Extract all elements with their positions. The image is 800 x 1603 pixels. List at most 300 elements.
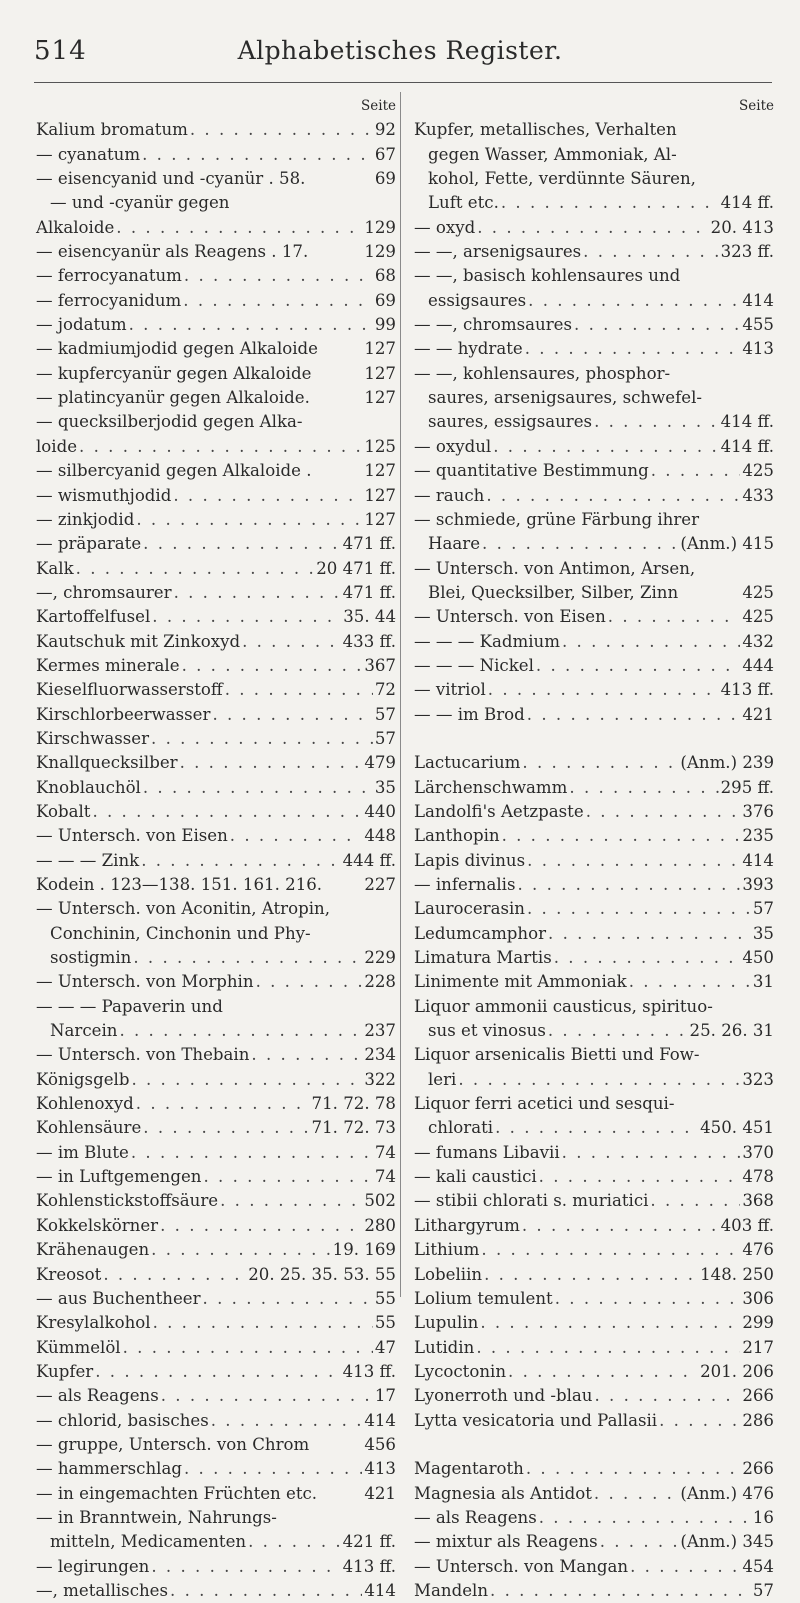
index-entry xyxy=(36,484,396,508)
entry-term: Kautschuk mit Zinkoxyd xyxy=(36,631,241,651)
leader-dots xyxy=(180,751,363,775)
entry-page: 413 xyxy=(742,339,774,359)
leader-dots xyxy=(184,1457,362,1481)
index-entry xyxy=(36,849,396,873)
index-entry xyxy=(414,849,774,873)
entry-term: Lytta vesicatoria und Pallasii xyxy=(414,1410,658,1430)
entry-page: 368 xyxy=(742,1191,774,1211)
index-entry xyxy=(36,703,396,727)
entry-page: 502 xyxy=(364,1191,396,1211)
entry-term: Lobeliin xyxy=(414,1264,483,1284)
entry-term: — legirungen xyxy=(36,1556,150,1576)
index-entry xyxy=(36,1530,396,1554)
index-entry xyxy=(36,1043,396,1067)
entry-term: — — — Kadmium xyxy=(414,631,560,651)
entry-term: — schmiede, grüne Färbung ihrer xyxy=(414,509,700,529)
leader-dots xyxy=(142,143,373,167)
section-gap xyxy=(414,727,774,751)
leader-dots xyxy=(650,1189,740,1213)
entry-term: — platincyanür gegen Alkaloide. xyxy=(36,388,310,408)
index-entry xyxy=(36,1457,396,1481)
leader-dots xyxy=(242,630,341,654)
entry-page: 127 xyxy=(364,461,396,481)
index-entry xyxy=(414,118,774,142)
entry-page: 478 xyxy=(742,1167,774,1187)
index-entry xyxy=(36,1092,396,1116)
entry-page: 127 xyxy=(364,363,396,383)
column-divider xyxy=(400,92,401,1297)
leader-dots xyxy=(95,1360,340,1384)
index-entry xyxy=(414,654,774,678)
index-entry xyxy=(414,995,774,1019)
leader-dots xyxy=(173,484,362,508)
entry-page: 433 xyxy=(742,485,774,505)
entry-page: 148. 250 xyxy=(700,1264,774,1284)
entry-page: 227 xyxy=(364,875,396,894)
leader-dots xyxy=(574,313,740,337)
entry-term: Lapis divinus xyxy=(414,850,526,870)
entry-term: Lycoctonin xyxy=(414,1361,507,1381)
seite-heading xyxy=(36,94,396,118)
entry-page: 323 xyxy=(742,1069,774,1089)
leader-dots xyxy=(151,1555,340,1579)
entry-page: 440 xyxy=(364,801,396,821)
entry-page: 421 xyxy=(742,704,774,724)
index-entry xyxy=(414,630,774,654)
index-entry xyxy=(414,1165,774,1189)
entry-page: 127 xyxy=(364,509,396,529)
leader-dots xyxy=(569,776,718,800)
index-entry xyxy=(36,1019,396,1043)
leader-dots xyxy=(76,557,315,581)
entry-term: Kupfer, metallisches, Verhalten xyxy=(414,120,677,140)
index-entry xyxy=(36,557,396,581)
entry-term: — oxyd xyxy=(414,217,476,237)
entry-term: — quecksilberjodid gegen Alka- xyxy=(36,412,303,432)
entry-term: — rauch xyxy=(414,485,485,505)
seite-label: Seite xyxy=(361,98,396,114)
entry-page: 444 ff. xyxy=(342,850,396,870)
index-entry xyxy=(414,1043,774,1067)
entry-page: (Anm.) 239 xyxy=(680,753,774,773)
entry-term: — zinkjodid xyxy=(36,509,135,529)
entry-page: 421 ff. xyxy=(342,1532,396,1552)
entry-page: 57 xyxy=(752,1580,774,1600)
entry-term: — Untersch. von Eisen xyxy=(414,607,606,627)
leader-dots xyxy=(527,703,741,727)
leader-dots xyxy=(659,1409,740,1433)
entry-term: Lanthopin xyxy=(414,826,500,846)
index-entry xyxy=(414,289,774,313)
leader-dots xyxy=(123,1336,373,1360)
entry-page: 57 xyxy=(374,728,396,748)
entry-term: sostigmin xyxy=(50,948,132,968)
index-entry xyxy=(414,264,774,288)
index-entry xyxy=(36,727,396,751)
entry-page: 57 xyxy=(752,899,774,919)
leader-dots xyxy=(562,630,740,654)
entry-term: Alkaloide xyxy=(36,217,115,237)
index-entry xyxy=(36,581,396,605)
leader-dots xyxy=(586,800,741,824)
entry-term: loide xyxy=(36,436,78,456)
index-entry xyxy=(36,1433,396,1457)
entry-term: — —, kohlensaures, phosphor- xyxy=(414,363,671,383)
leader-dots xyxy=(526,1457,740,1481)
entry-page: 234 xyxy=(364,1045,396,1065)
entry-page: 71. 72. 78 xyxy=(311,1094,396,1114)
entry-page: 35 xyxy=(752,923,774,943)
entry-page: 72 xyxy=(374,680,396,700)
leader-dots xyxy=(539,1506,751,1530)
entry-page: 455 xyxy=(742,315,774,335)
leader-dots xyxy=(502,824,741,848)
entry-term: mitteln, Medicamenten xyxy=(50,1532,247,1552)
entry-page: 25. 26. 31 xyxy=(689,1021,774,1041)
index-entry xyxy=(414,532,774,556)
index-entry xyxy=(414,313,774,337)
leader-dots xyxy=(174,581,341,605)
index-entry xyxy=(36,118,396,142)
entry-page: 414 xyxy=(364,1410,396,1430)
leader-dots xyxy=(151,727,373,751)
leader-dots xyxy=(501,191,719,215)
entry-page: 57 xyxy=(374,704,396,724)
index-entry xyxy=(414,1068,774,1092)
entry-page: (Anm.) 345 xyxy=(680,1532,774,1552)
entry-term: — eisencyanid und -cyanür . 58. xyxy=(36,169,306,189)
index-entry xyxy=(36,1409,396,1433)
leader-dots xyxy=(522,751,678,775)
entry-term: Mandeln xyxy=(414,1580,489,1600)
entry-page: 414 ff. xyxy=(720,193,774,213)
entry-term: — ferrocyanidum xyxy=(36,290,182,310)
index-entry xyxy=(414,1482,774,1506)
index-entry xyxy=(414,1092,774,1116)
leader-dots xyxy=(79,435,362,459)
entry-page: 456 xyxy=(364,1434,396,1454)
entry-page: 306 xyxy=(742,1288,774,1308)
index-entry xyxy=(36,191,396,215)
index-entry xyxy=(36,1287,396,1311)
entry-term: — chlorid, basisches xyxy=(36,1410,209,1430)
entry-term: Kresylalkohol xyxy=(36,1313,151,1333)
entry-page: 229 xyxy=(364,948,396,968)
index-entry xyxy=(414,557,774,581)
entry-term: Kupfer xyxy=(36,1361,94,1381)
leader-dots xyxy=(203,1165,372,1189)
entry-page: 237 xyxy=(364,1021,396,1041)
leader-dots xyxy=(594,1482,679,1506)
entry-page: 68 xyxy=(374,266,396,286)
index-entry xyxy=(414,362,774,386)
index-entry xyxy=(414,751,774,775)
index-entry xyxy=(36,605,396,629)
entry-term: Knoblauchöl xyxy=(36,777,141,797)
index-entry xyxy=(36,313,396,337)
index-entry xyxy=(36,508,396,532)
index-entry xyxy=(36,995,396,1019)
index-entry xyxy=(414,824,774,848)
entry-page: 414 xyxy=(364,1580,396,1600)
entry-term: Kümmelöl xyxy=(36,1337,121,1357)
leader-dots xyxy=(143,776,373,800)
entry-page: 31 xyxy=(752,972,774,992)
index-entry xyxy=(414,1287,774,1311)
entry-term: Kreosot xyxy=(36,1264,102,1284)
leader-dots xyxy=(103,1263,246,1287)
entry-term: — cyanatum xyxy=(36,144,141,164)
entry-page: 20. 413 xyxy=(710,217,774,237)
index-entry xyxy=(414,1579,774,1603)
page-number: 514 xyxy=(34,36,87,66)
leader-dots xyxy=(527,897,751,921)
entry-page: 414 ff. xyxy=(720,436,774,456)
entry-term: — silbercyanid gegen Alkaloide . xyxy=(36,461,312,481)
entry-term: Kermes minerale xyxy=(36,655,180,675)
leader-dots xyxy=(225,678,373,702)
index-entry xyxy=(36,897,396,921)
entry-term: — vitriol xyxy=(414,680,486,700)
index-entry xyxy=(414,459,774,483)
leader-dots xyxy=(651,459,741,483)
index-entry xyxy=(414,1506,774,1530)
leader-dots xyxy=(203,1287,373,1311)
leader-dots xyxy=(583,240,718,264)
leader-dots xyxy=(170,1579,362,1603)
entry-term: — mixtur als Reagens xyxy=(414,1532,598,1552)
leader-dots xyxy=(490,1579,751,1603)
entry-term: Landolfi's Aetzpaste xyxy=(414,801,584,821)
index-entry xyxy=(36,824,396,848)
index-entry xyxy=(414,1019,774,1043)
leader-dots xyxy=(495,1116,698,1140)
entry-term: Kodein . 123—138. 151. 161. 216. xyxy=(36,875,323,894)
entry-page: 450. 451 xyxy=(700,1118,774,1138)
entry-term: — jodatum xyxy=(36,315,127,335)
index-entry xyxy=(36,1506,396,1530)
leader-dots xyxy=(184,264,373,288)
index-column-right xyxy=(414,94,774,1603)
leader-dots xyxy=(131,1068,362,1092)
index-entry xyxy=(414,435,774,459)
index-entry xyxy=(36,678,396,702)
entry-page: 19. 169 xyxy=(332,1240,396,1260)
entry-term: — aus Buchentheer xyxy=(36,1288,201,1308)
entry-page: 71. 72. 73 xyxy=(311,1118,396,1138)
leader-dots xyxy=(517,873,740,897)
entry-term: kohol, Fette, verdünnte Säuren, xyxy=(428,169,696,189)
entry-term: Kartoffelfusel xyxy=(36,607,151,627)
leader-dots xyxy=(143,532,340,556)
entry-term: chlorati xyxy=(428,1118,494,1138)
entry-term: Luft etc. xyxy=(428,193,499,213)
index-entry xyxy=(36,946,396,970)
index-entry xyxy=(36,1141,396,1165)
entry-page: 433 ff. xyxy=(342,631,396,651)
entry-page: 471 ff. xyxy=(342,534,396,554)
entry-page: 47 xyxy=(374,1337,396,1357)
entry-term: Liquor ferri acetici und sesqui- xyxy=(414,1094,675,1114)
index-entry xyxy=(414,1409,774,1433)
index-entry xyxy=(414,1263,774,1287)
leader-dots xyxy=(230,824,363,848)
index-entry xyxy=(414,143,774,167)
entry-term: — Untersch. von Mangan xyxy=(414,1556,629,1576)
leader-dots xyxy=(119,1019,362,1043)
entry-page: 413 ff. xyxy=(720,680,774,700)
entry-term: Haare xyxy=(428,534,481,554)
entry-term: gegen Wasser, Ammoniak, Al- xyxy=(428,144,677,164)
index-entry xyxy=(36,1311,396,1335)
entry-term: — —, chromsaures xyxy=(414,315,573,335)
entry-term: — — — Papaverin und xyxy=(36,996,223,1016)
entry-term: Laurocerasin xyxy=(414,899,525,919)
leader-dots xyxy=(562,1141,741,1165)
index-entry xyxy=(414,873,774,897)
entry-page: 370 xyxy=(742,1142,774,1162)
index-entry xyxy=(414,1189,774,1213)
index-entry xyxy=(414,776,774,800)
entry-page: 20. 25. 35. 53. 55 xyxy=(248,1264,396,1284)
leader-dots xyxy=(493,435,718,459)
leader-dots xyxy=(116,216,362,240)
entry-page: 129 xyxy=(364,217,396,237)
entry-page: 17 xyxy=(374,1386,396,1406)
leader-dots xyxy=(528,289,740,313)
leader-dots xyxy=(141,849,340,873)
entry-term: Lithargyrum xyxy=(414,1215,520,1235)
index-entry xyxy=(36,654,396,678)
leader-dots xyxy=(153,1311,373,1335)
index-entry xyxy=(414,484,774,508)
leader-dots xyxy=(92,800,362,824)
leader-dots xyxy=(212,703,372,727)
index-entry xyxy=(36,1214,396,1238)
entry-term: Krähenaugen xyxy=(36,1240,150,1260)
entry-term: saures, essigsaures xyxy=(428,412,593,432)
index-entry xyxy=(36,143,396,167)
entry-page: 74 xyxy=(374,1167,396,1187)
index-entry xyxy=(414,1214,774,1238)
entry-page: 476 xyxy=(742,1240,774,1260)
entry-page: 92 xyxy=(374,120,396,140)
entry-page: 479 xyxy=(364,753,396,773)
index-entry xyxy=(414,191,774,215)
index-entry xyxy=(36,1189,396,1213)
entry-term: Lupulin xyxy=(414,1313,479,1333)
leader-dots xyxy=(220,1189,362,1213)
entry-term: Lyonerroth und -blau xyxy=(414,1386,593,1406)
entry-page: 74 xyxy=(374,1142,396,1162)
entry-term: — —, basisch kohlensaures und xyxy=(414,266,681,286)
entry-term: — in Branntwein, Nahrungs- xyxy=(36,1507,277,1527)
entry-term: Blei, Quecksilber, Silber, Zinn xyxy=(428,582,679,602)
entry-term: — Untersch. von Antimon, Arsen, xyxy=(414,558,696,578)
entry-page: 450 xyxy=(742,948,774,968)
entry-term: essigsaures xyxy=(428,290,527,310)
entry-page: 376 xyxy=(742,801,774,821)
entry-page: 295 ff. xyxy=(720,777,774,797)
index-entry xyxy=(36,216,396,240)
entry-term: — infernalis xyxy=(414,875,516,894)
entry-term: Kalium bromatum xyxy=(36,120,188,140)
entry-term: Lithium xyxy=(414,1240,480,1260)
index-entry xyxy=(414,800,774,824)
leader-dots xyxy=(183,289,373,313)
leader-dots xyxy=(555,1287,741,1311)
entry-term: Narcein xyxy=(50,1021,118,1041)
seite-label: Seite xyxy=(739,98,774,114)
entry-term: — quantitative Bestimmung xyxy=(414,461,649,481)
index-entry xyxy=(414,1311,774,1335)
header-rule xyxy=(34,82,772,83)
index-entry xyxy=(414,1141,774,1165)
entry-term: — Untersch. von Eisen xyxy=(36,826,228,846)
entry-page: 413 ff. xyxy=(342,1361,396,1381)
index-entry xyxy=(414,216,774,240)
entry-page: 127 xyxy=(364,339,396,359)
leader-dots xyxy=(131,1141,373,1165)
index-entry xyxy=(414,240,774,264)
leader-dots xyxy=(554,946,741,970)
entry-term: — Untersch. von Morphin xyxy=(36,972,254,992)
entry-term: — als Reagens xyxy=(36,1386,159,1406)
leader-dots xyxy=(161,1384,373,1408)
entry-term: — wismuthjodid xyxy=(36,485,172,505)
entry-term: — fumans Libavii xyxy=(414,1142,560,1162)
entry-term: Lärchenschwamm xyxy=(414,777,568,797)
index-entry xyxy=(414,1384,774,1408)
index-entry xyxy=(414,678,774,702)
entry-page: (Anm.) 415 xyxy=(680,534,774,554)
entry-term: Kohlenoxyd xyxy=(36,1094,134,1114)
entry-term: Conchinin, Cinchonin und Phy- xyxy=(50,923,311,943)
entry-page: 35. 44 xyxy=(343,607,396,627)
entry-term: — ferrocyanatum xyxy=(36,266,182,286)
index-entry xyxy=(36,410,396,434)
index-entry xyxy=(36,970,396,994)
entry-term: — als Reagens xyxy=(414,1507,537,1527)
entry-page: 403 ff. xyxy=(720,1215,774,1235)
entry-term: —, chromsaurer xyxy=(36,582,172,602)
index-entry xyxy=(414,970,774,994)
entry-page: 444 xyxy=(742,655,774,675)
entry-page: 393 xyxy=(742,875,774,894)
section-gap xyxy=(414,1433,774,1457)
entry-page: 413 ff. xyxy=(342,1556,396,1576)
entry-term: Linimente mit Ammoniak xyxy=(414,972,627,992)
entry-page: 35 xyxy=(374,777,396,797)
index-entry xyxy=(36,240,396,264)
entry-term: — im Blute xyxy=(36,1142,129,1162)
entry-page: 99 xyxy=(374,315,396,335)
index-entry xyxy=(414,410,774,434)
entry-term: Lactucarium xyxy=(414,753,521,773)
entry-page: 322 xyxy=(364,1069,396,1089)
entry-page: 266 xyxy=(742,1459,774,1479)
entry-page: 414 xyxy=(742,850,774,870)
index-entry xyxy=(36,1263,396,1287)
index-entry xyxy=(36,1384,396,1408)
leader-dots xyxy=(594,410,719,434)
entry-term: sus et vinosus xyxy=(428,1021,546,1041)
entry-term: Knallquecksilber xyxy=(36,753,178,773)
index-entry xyxy=(36,1336,396,1360)
entry-term: Liquor arsenicalis Bietti und Fow- xyxy=(414,1045,700,1065)
entry-term: — — hydrate xyxy=(414,339,523,359)
index-entry xyxy=(36,1482,396,1506)
